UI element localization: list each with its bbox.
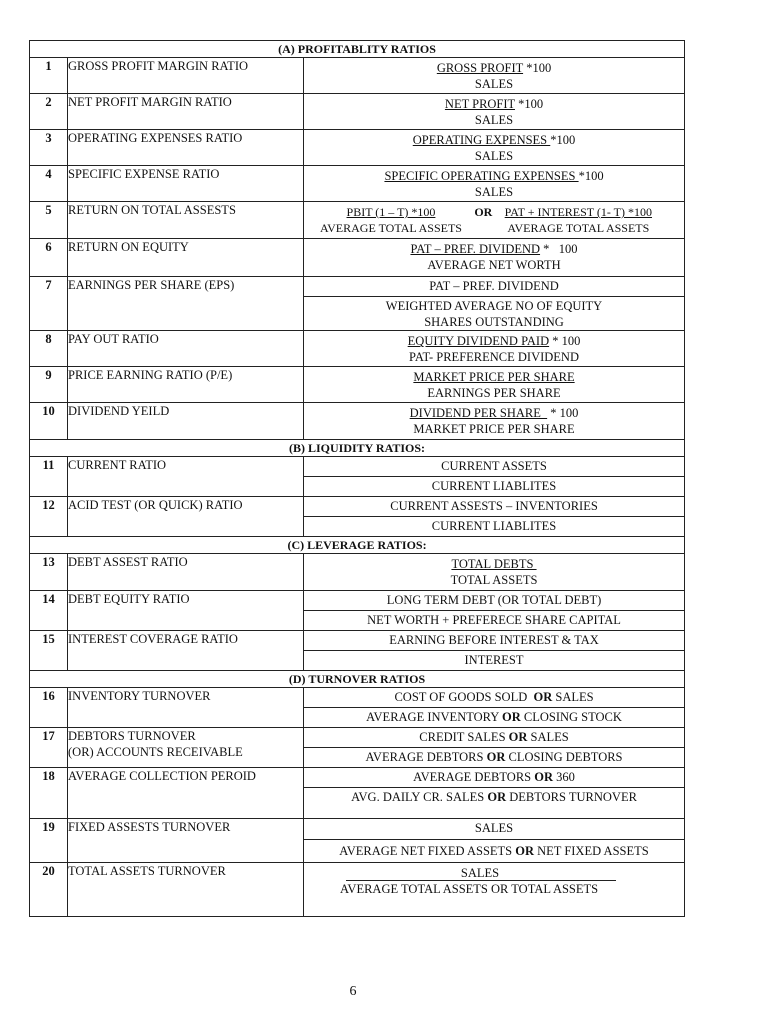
section-title: (B) LIQUIDITY RATIOS: [30,440,685,457]
row-number: 20 [30,863,68,917]
denominator: NET WORTH + PREFERECE SHARE CAPITAL [304,611,685,631]
section-header-row [30,440,685,457]
section-header-row [30,41,685,58]
numerator: PAT – PREF. DIVIDEND * 100 [410,242,578,256]
row-number: 6 [30,239,68,277]
section-header-row [30,671,685,688]
or-label: OR [474,205,493,219]
denominator: EARNINGS PER SHARE [427,386,561,400]
ratio-name: TOTAL ASSETS TURNOVER [68,863,304,917]
numerator: CURRENT ASSETS [304,457,685,477]
formula [304,130,685,166]
formula-alternatives [304,202,684,236]
numerator: CURRENT ASSESTS – INVENTORIES [304,497,685,517]
ratio-name: RETURN ON EQUITY [68,239,304,277]
row-number: 3 [30,130,68,166]
ratio-name: DIVIDEND YEILD [68,403,304,440]
ratio-name: PRICE EARNING RATIO (P/E) [68,367,304,403]
formula-left: PBIT (1 – T) *100 AVERAGE TOTAL ASSETS [320,205,462,235]
numerator: SALES [460,866,500,880]
table-row [30,819,685,840]
row-number: 19 [30,819,68,863]
row-number: 4 [30,166,68,202]
section-title: (C) LEVERAGE RATIOS: [30,537,685,554]
table-row [30,130,685,166]
formula [304,331,685,367]
numerator: CREDIT SALES OR SALES [304,728,685,748]
table-row [30,688,685,708]
formula [304,554,685,591]
denominator: SALES [474,149,514,163]
page-number: 6 [349,984,357,999]
formula [304,166,685,202]
row-number: 12 [30,497,68,537]
table-row [30,239,685,277]
denominator: AVERAGE TOTAL ASSETS OR TOTAL ASSETS [340,882,599,896]
numerator: GROSS PROFIT *100 [436,61,552,75]
row-number: 2 [30,94,68,130]
row-number: 14 [30,591,68,631]
denominator: AVERAGE NET FIXED ASSETS OR NET FIXED ASSETS [304,840,685,863]
formula-block [340,865,620,897]
table-row [30,554,685,591]
ratio-name: CURRENT RATIO [68,457,304,497]
formula [304,367,685,403]
denominator: WEIGHTED AVERAGE NO OF EQUITY SHARES OUTSTANDING [304,297,685,331]
denominator: PAT- PREFERENCE DIVIDEND [409,350,579,364]
denominator: AVG. DAILY CR. SALES OR DEBTORS TURNOVER [304,788,685,819]
ratio-name: AVERAGE COLLECTION PEROID [68,768,304,819]
table-row [30,863,685,917]
ratio-name: EARNINGS PER SHARE (EPS) [68,277,304,331]
table-row [30,202,685,239]
ratio-name: PAY OUT RATIO [68,331,304,367]
table-row [30,728,685,748]
row-number: 16 [30,688,68,728]
denominator: SALES [474,185,514,199]
ratio-name: NET PROFIT MARGIN RATIO [68,94,304,130]
table-row [30,403,685,440]
numerator: AVERAGE DEBTORS OR 360 [304,768,685,788]
table-row [30,768,685,788]
denominator: SALES [474,77,514,91]
table-row [30,631,685,651]
ratios-table [29,40,685,917]
denominator: CURRENT LIABLITES [304,477,685,497]
numerator: SALES [304,819,685,840]
ratio-name: INTEREST COVERAGE RATIO [68,631,304,671]
denominator: MARKET PRICE PER SHARE [413,422,575,436]
table-row [30,331,685,367]
row-number: 7 [30,277,68,331]
denominator: AVERAGE DEBTORS OR CLOSING DEBTORS [304,748,685,768]
numerator: EQUITY DIVIDEND PAID * 100 [407,334,581,348]
ratio-name: RETURN ON TOTAL ASSESTS [68,202,304,239]
ratio-name: FIXED ASSESTS TURNOVER [68,819,304,863]
numerator: NET PROFIT *100 [444,97,544,111]
row-number: 15 [30,631,68,671]
row-number: 5 [30,202,68,239]
section-header-row [30,537,685,554]
denominator: INTEREST [304,651,685,671]
denominator: AVERAGE INVENTORY OR CLOSING STOCK [304,708,685,728]
numerator: SPECIFIC OPERATING EXPENSES *100 [384,169,604,183]
table-row [30,58,685,94]
numerator: EARNING BEFORE INTEREST & TAX [304,631,685,651]
numerator: COST OF GOODS SOLD OR SALES [304,688,685,708]
formula [304,202,685,239]
table-row [30,591,685,611]
ratio-name: DEBTORS TURNOVER (OR) ACCOUNTS RECEIVABLE [68,728,304,768]
row-number: 11 [30,457,68,497]
formula [304,403,685,440]
numerator: PAT – PREF. DIVIDEND [304,277,685,297]
row-number: 17 [30,728,68,768]
formula [304,58,685,94]
row-number: 9 [30,367,68,403]
table-row [30,166,685,202]
denominator: AVERAGE NET WORTH [427,258,561,272]
formula-right: PAT + INTEREST (1- T) *100 AVERAGE TOTAL ASSETS [504,205,653,235]
denominator: CURRENT LIABLITES [304,517,685,537]
ratio-name: GROSS PROFIT MARGIN RATIO [68,58,304,94]
section-title: (A) PROFITABLITY RATIOS [30,41,685,58]
ratio-name: INVENTORY TURNOVER [68,688,304,728]
row-number: 8 [30,331,68,367]
formula [304,863,685,917]
table-row [30,94,685,130]
denominator: TOTAL ASSETS [450,573,538,587]
section-title: (D) TURNOVER RATIOS [30,671,685,688]
numerator: DIVIDEND PER SHARE * 100 [409,406,579,420]
table-row [30,277,685,297]
ratio-name: OPERATING EXPENSES RATIO [68,130,304,166]
denominator: SALES [474,113,514,127]
table-row [30,457,685,477]
row-number: 10 [30,403,68,440]
table-row [30,497,685,517]
ratio-name: SPECIFIC EXPENSE RATIO [68,166,304,202]
ratio-name: ACID TEST (OR QUICK) RATIO [68,497,304,537]
row-number: 1 [30,58,68,94]
formula [304,94,685,130]
table-row [30,367,685,403]
numerator: TOTAL DEBTS [451,557,537,571]
numerator: LONG TERM DEBT (OR TOTAL DEBT) [304,591,685,611]
ratio-name: DEBT ASSEST RATIO [68,554,304,591]
numerator: OPERATING EXPENSES *100 [412,133,576,147]
row-number: 13 [30,554,68,591]
formula [304,239,685,277]
ratio-name: DEBT EQUITY RATIO [68,591,304,631]
row-number: 18 [30,768,68,819]
numerator: MARKET PRICE PER SHARE [413,370,575,384]
